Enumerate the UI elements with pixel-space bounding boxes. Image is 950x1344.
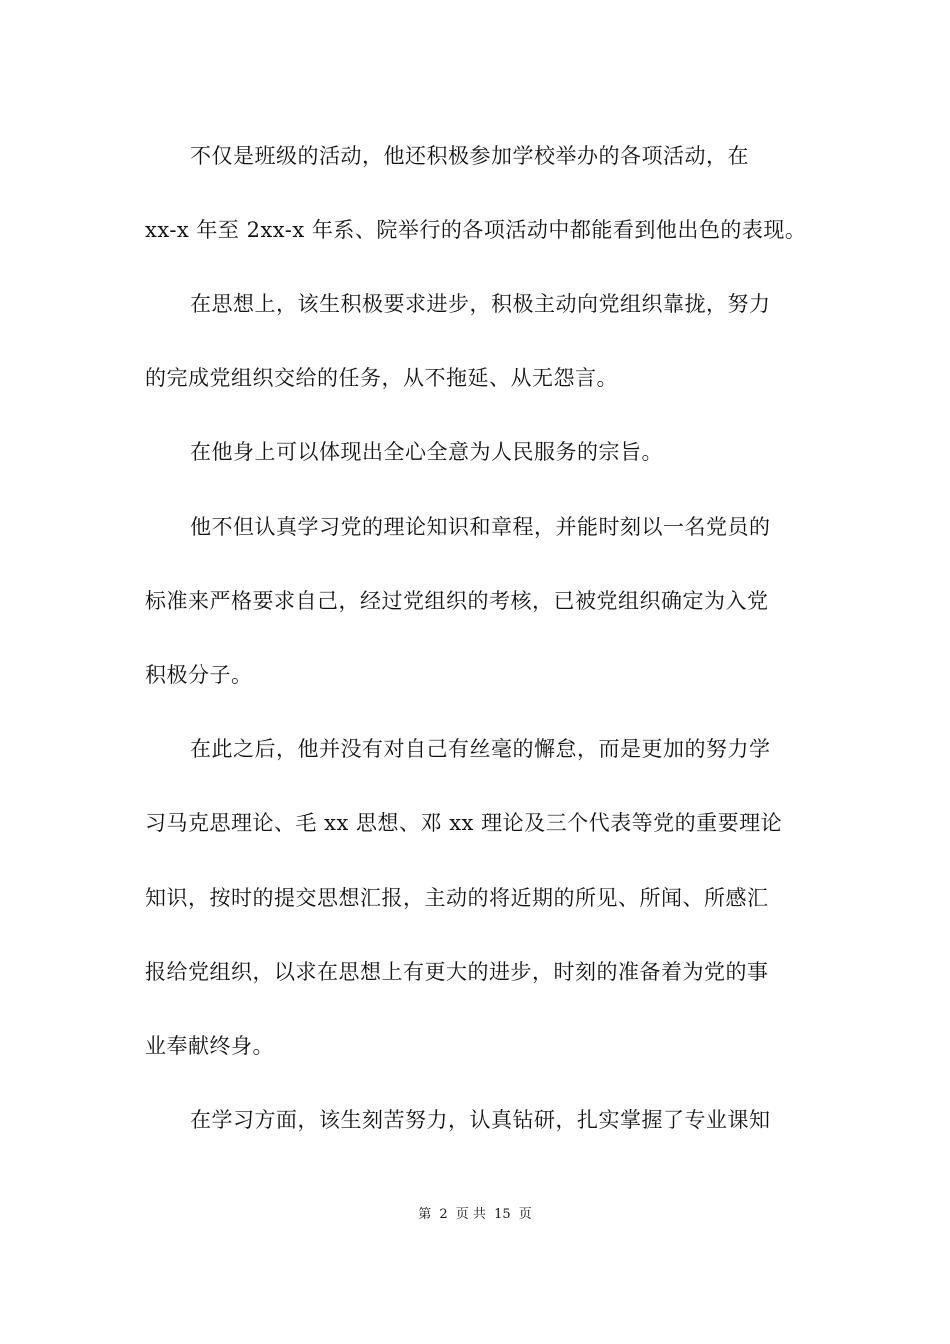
text-line: 标准来严格要求自己，经过党组织的考核，已被党组织确定为入党: [145, 589, 769, 613]
text-line: 习马克思理论、毛 xx 思想、邓 xx 理论及三个代表等党的重要理论: [145, 811, 783, 835]
text-line: 在思想上，该生积极要求进步，积极主动向党组织靠拢，努力: [190, 292, 771, 316]
text-line: 报给党组织，以求在思想上有更大的进步，时刻的准备着为党的事: [145, 960, 769, 984]
page-footer: [0, 1206, 950, 1224]
text-line: 积极分子。: [145, 663, 253, 687]
text-line: 在他身上可以体现出全心全意为人民服务的宗旨。: [190, 440, 663, 464]
text-line: 的完成党组织交给的任务，从不拖延、从无怨言。: [145, 366, 618, 390]
text-line: 在此之后，他并没有对自己有丝毫的懈怠，而是更加的努力学: [190, 737, 771, 761]
text-line: 在学习方面，该生刻苦努力，认真钻研，扎实掌握了专业课知: [190, 1108, 771, 1132]
footer-mid: 页 共: [455, 1207, 486, 1222]
text-line: 他不但认真学习党的理论知识和章程，并能时刻以一名党员的: [190, 515, 771, 539]
total-pages-number: 15: [494, 1207, 511, 1222]
footer-suffix: 页: [518, 1207, 532, 1222]
footer-prefix: 第: [418, 1207, 432, 1222]
text-line: 知识，按时的提交思想汇报，主动的将近期的所见、所闻、所感汇: [145, 886, 769, 910]
text-line: xx-x 年至 2xx-x 年系、院举行的各项活动中都能看到他出色的表现。: [145, 218, 807, 242]
text-line: 业奉献终身。: [145, 1034, 274, 1058]
current-page-number: 2: [439, 1207, 448, 1222]
text-line: 不仅是班级的活动，他还积极参加学校举办的各项活动，在: [190, 144, 749, 168]
